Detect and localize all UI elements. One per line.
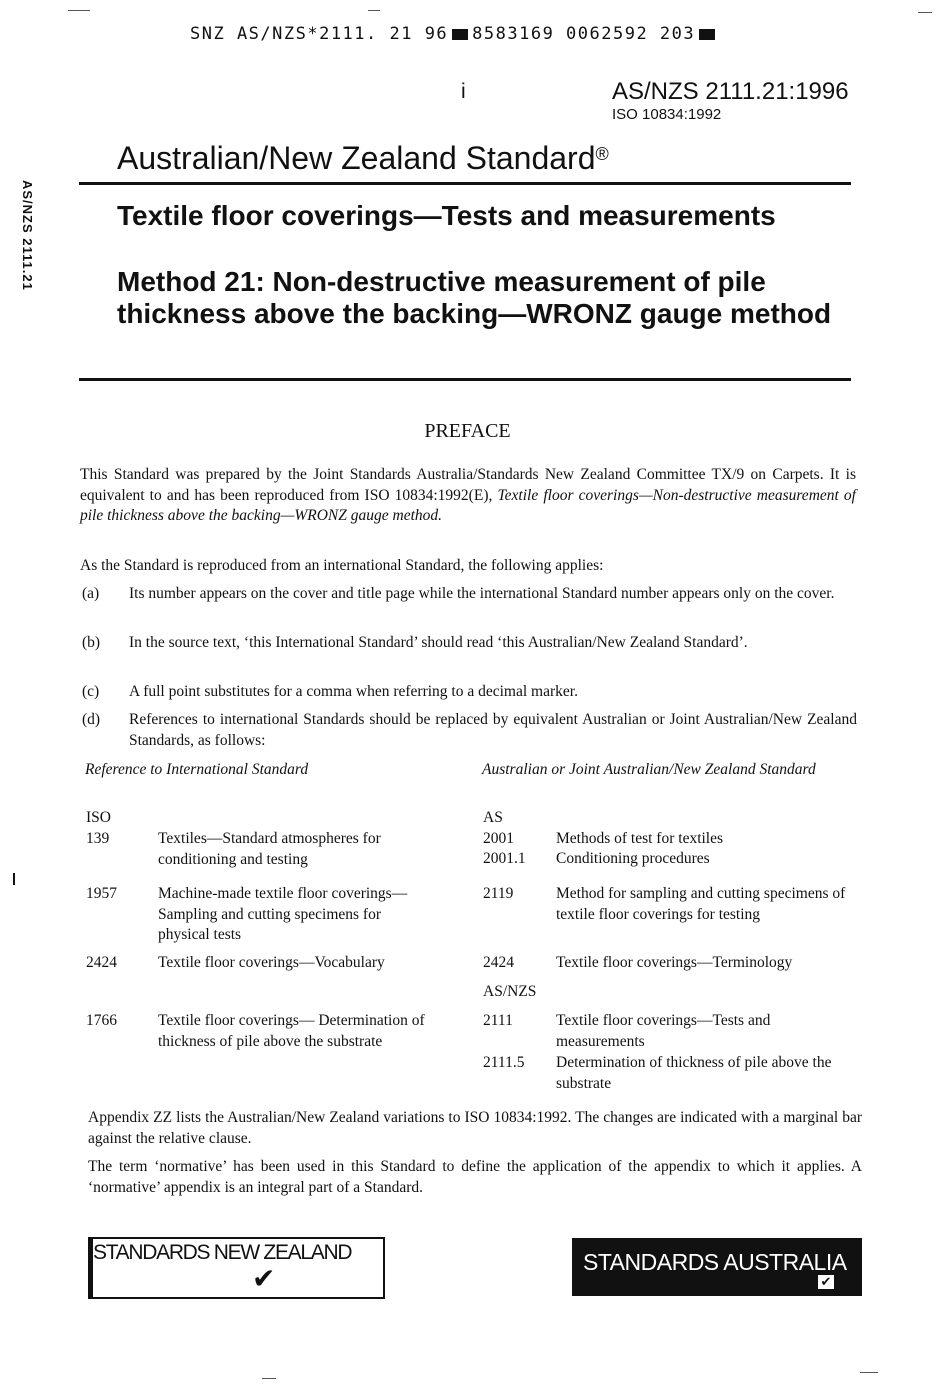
list-item <box>82 633 857 675</box>
intro-paragraph <box>80 465 856 527</box>
intro-text: This Standard was prepared by the Joint Standards Australia/Standards New Zealand Committee TX/9 on Carpets. It is equivalent to and has been reproduced from ISO 10834:1992(E), <box>80 466 856 504</box>
intro-italic-title: Textile floor coverings—Non-destructive measurement of pile thickness above the backing—WRONZ gauge method. <box>80 486 856 524</box>
scan-mark <box>918 12 932 13</box>
as-title: Conditioning procedures <box>556 850 710 867</box>
applies-line: As the Standard is reproduced from an international Standard, the following applies: <box>80 557 604 574</box>
header-code-mid: 8583169 0062592 203 <box>472 24 696 44</box>
list-item <box>82 682 857 704</box>
asnzs-section-label: AS/NZS <box>483 983 537 1000</box>
scan-mark <box>262 1378 276 1379</box>
as-number: 2111 <box>483 1012 513 1029</box>
iso-title: Machine-made textile floor coverings—Sampling and cutting specimens for physical tests <box>158 885 408 943</box>
iso-number: 1766 <box>86 1012 117 1029</box>
title-rule-top <box>79 182 851 185</box>
list-item-label: (a) <box>82 585 100 602</box>
margin-mark <box>13 873 15 885</box>
as-number: 2111.5 <box>483 1054 525 1071</box>
scan-mark <box>68 10 90 11</box>
header-code <box>190 24 719 44</box>
list-item <box>82 584 857 626</box>
as-title: Textile floor coverings—Terminology <box>556 954 793 971</box>
list-item-text: A full point substitutes for a comma when referring to a decimal marker. <box>129 683 578 700</box>
list-item <box>82 710 857 752</box>
iso-number: 139 <box>86 830 110 847</box>
registered-mark: ® <box>595 144 609 164</box>
side-label: AS/NZS 2111.21 <box>20 180 35 291</box>
iso-number: 1957 <box>86 885 117 902</box>
barcode-block <box>452 29 468 40</box>
as-number: 2001.1 <box>483 850 526 867</box>
list-item-text: In the source text, ‘this International Standard’ should read ‘this Australian/New Zealand Standard’. <box>129 634 748 651</box>
scan-mark <box>860 1372 878 1373</box>
iso-title: Textiles—Standard atmospheres for conditioning and testing <box>158 830 381 868</box>
brand-title <box>117 140 609 177</box>
standard-number: AS/NZS 2111.21:1996 <box>612 78 849 105</box>
preface-heading: PREFACE <box>424 420 511 442</box>
check-mark-icon: ✔ <box>252 1263 276 1294</box>
as-title: Textile floor coverings—Tests and measurements <box>556 1012 771 1050</box>
appendix-paragraph: Appendix ZZ lists the Australian/New Zealand variations to ISO 10834:1992. The changes are indicated with a marginal bar against the relative clause. <box>88 1109 862 1147</box>
list-item-label: (d) <box>82 711 101 728</box>
list-item-text: Its number appears on the cover and title page while the international Standard number appears only on the cover. <box>129 585 835 602</box>
method-title: Method 21: Non-destructive measurement of pile thickness above the backing—WRONZ gauge method <box>117 266 832 329</box>
header-code-prefix: SNZ AS/NZS*2111. 21 96 <box>190 24 449 44</box>
iso-title: Textile floor coverings— Determination of thickness of pile above the substrate <box>158 1012 425 1050</box>
table-header-right: Australian or Joint Australian/New Zealand Standard <box>482 761 816 778</box>
iso-number: 2424 <box>86 954 117 971</box>
sa-logo-text: STANDARDS AUSTRALIA <box>583 1249 847 1275</box>
list-item-label: (c) <box>82 683 100 700</box>
as-number: 2119 <box>483 885 514 902</box>
iso-reference: ISO 10834:1992 <box>612 106 722 123</box>
as-title: Method for sampling and cutting specimens of textile floor coverings for testing <box>556 885 846 923</box>
check-mark-icon: ✔ <box>818 1275 834 1289</box>
list-item-label: (b) <box>82 634 101 651</box>
snz-logo-text: STANDARDS NEW ZEALAND <box>93 1241 352 1264</box>
as-section-label: AS <box>483 809 503 826</box>
as-title: Determination of thickness of pile above the substrate <box>556 1054 832 1092</box>
scan-mark <box>368 10 380 11</box>
as-number: 2001 <box>483 830 514 847</box>
list-item-text: References to international Standards should be replaced by equivalent Australian or Joint Australian/New Zealand Standards, as follows: <box>129 711 857 749</box>
page-number: i <box>461 80 466 103</box>
normative-paragraph: The term ‘normative’ has been used in this Standard to define the application of the appendix to which it applies. A ‘normative’ appendix is an integral part of a Standard. <box>88 1158 862 1196</box>
iso-title: Textile floor coverings—Vocabulary <box>158 954 385 971</box>
as-title: Methods of test for textiles <box>556 830 724 847</box>
brand-title-text: Australian/New Zealand Standard <box>117 140 596 176</box>
table-header-left: Reference to International Standard <box>85 761 309 778</box>
iso-section-label: ISO <box>86 809 111 826</box>
as-number: 2424 <box>483 954 514 971</box>
barcode-block <box>699 29 715 40</box>
main-title: Textile floor coverings—Tests and measurements <box>117 200 776 231</box>
title-rule-bottom <box>79 378 851 381</box>
